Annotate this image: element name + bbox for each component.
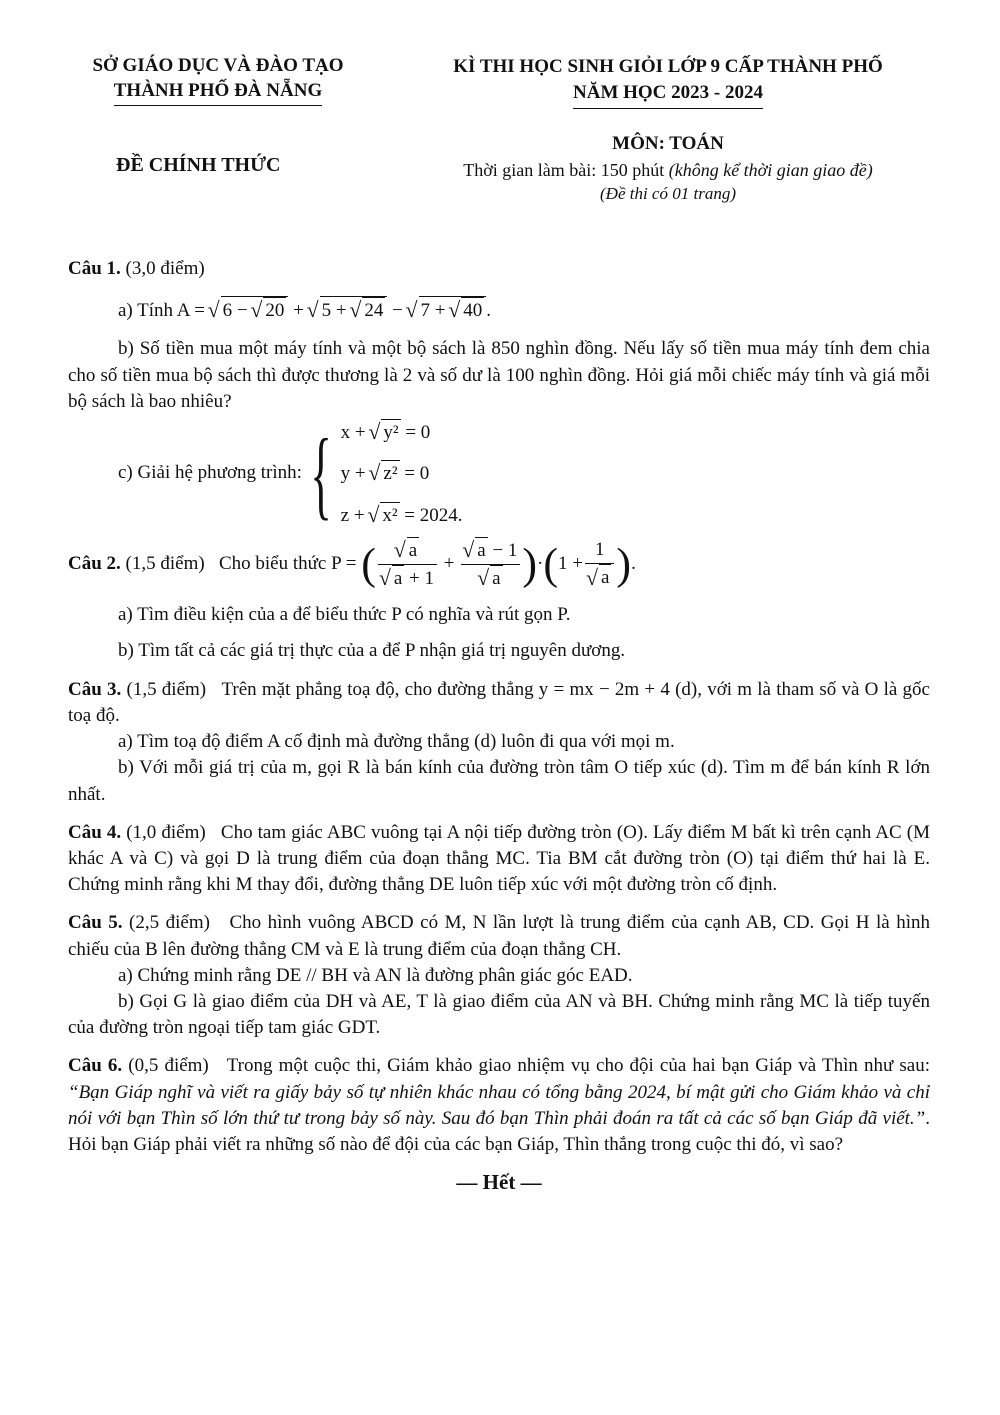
equation-system: { x + √ y² = 0 y + √ z² = 0 z + √ x² = 2024. xyxy=(307,419,463,529)
question-4-title: Câu 4. xyxy=(68,821,122,843)
page-count: (Đề thi có 01 trang) xyxy=(600,184,736,204)
question-6-points: (0,5 điểm) xyxy=(128,1055,209,1077)
question-5 xyxy=(68,910,930,1041)
question-5b: b) Gọi G là giao điểm của DH và AE, T là giao điểm của AN và BH. Chứng minh rằng MC là tiếp tuyến của đường tròn ngoại tiếp tam giác GDT. xyxy=(68,991,930,1039)
question-6-quote: “Bạn Giáp nghĩ và viết ra giấy bảy số tự nhiên khác nhau có tổng bằng 2024, bí mật gửi cho Giám khảo và chỉ nói với bạn Thìn số lớn thứ tư trong bảy số này. Sau đó bạn Thìn phải đoán ra tất cả các số bạn Giáp đã viết.” xyxy=(68,1081,930,1129)
time-limit: Thời gian làm bài: 150 phút (không kể thời gian giao đề) xyxy=(463,159,873,180)
question-5-title: Câu 5. xyxy=(68,912,123,934)
department-block xyxy=(68,54,368,106)
question-2: Câu 2. (1,5 điểm) Cho biểu thức P = ( √ a √ a + 1 + √ a − 1 √ a )·(1 + 1 √ a ). a) Tìm điều kiện của a để biểu thức P có nghĩa và rút gọn P. b) Tìm tất cả các giá trị thực của a để P nhận giá trị nguyên dương. xyxy=(68,537,930,665)
question-1b: b) Số tiền mua một máy tính và một bộ sách là 850 nghìn đồng. Nếu lấy số tiền mua máy tính đem chia cho số tiền mua bộ sách thì được thương là 2 và số dư là 100 nghìn đồng. Hỏi giá mỗi chiếc máy tính và giá mỗi bộ sách là bao nhiêu? xyxy=(68,338,930,412)
question-3a: a) Tìm toạ độ điểm A cố định mà đường thẳng (d) luôn đi qua với mọi m. xyxy=(118,731,675,753)
question-1c-label: c) Giải hệ phương trình: xyxy=(118,462,302,484)
city-name: THÀNH PHỐ ĐÀ NẴNG xyxy=(114,79,322,107)
exam-info-block xyxy=(398,54,938,206)
question-4-text: Cho tam giác ABC vuông tại A nội tiếp đường tròn (O). Lấy điểm M bất kì trên cạnh AC (M khác A và C) và gọi D là trung điểm của đoạn thẳng MC. Tia BM cắt đường tròn (O) tại điểm thứ hai là E. Chứng minh rằng khi M thay đổi, đường thẳng DE luôn tiếp xúc với một đường tròn cố định. xyxy=(68,821,930,896)
question-4-points: (1,0 điểm) xyxy=(126,821,206,843)
department-name: SỞ GIÁO DỤC VÀ ĐÀO TẠO xyxy=(92,55,344,76)
question-2-points: (1,5 điểm) xyxy=(125,552,205,574)
equation-1: x + √ y² = 0 xyxy=(341,419,463,446)
question-1-points: (3,0 điểm) xyxy=(125,258,205,279)
question-3b: b) Với mỗi giá trị của m, gọi R là bán kính của đường tròn tâm O tiếp xúc (d). Tìm m để bán kính R lớn nhất. xyxy=(68,757,930,805)
question-3 xyxy=(68,677,930,808)
equation-2: y + √ z² = 0 xyxy=(341,460,463,487)
subject: MÔN: TOÁN xyxy=(612,133,724,155)
question-6: Câu 6. (0,5 điểm) Trong một cuộc thi, Giám khảo giao nhiệm vụ cho đội của hai bạn Giáp và Thìn như sau: “Bạn Giáp nghĩ và viết ra giấy bảy số tự nhiên khác nhau có tổng bằng 2024, bí mật gửi cho Giám khảo và chỉ nói với bạn Thìn số lớn thứ tư trong bảy số này. Sau đó bạn Thìn phải đoán ra tất cả các số bạn Giáp đã viết.”. Hỏi bạn Giáp phải viết ra những số nào để đội của các bạn Giáp, Thìn thắng trong cuộc thi đó, vì sao? xyxy=(68,1055,930,1156)
expression-p: P = ( √ a √ a + 1 + √ a − 1 √ a )·(1 + 1 √ a ). xyxy=(331,553,636,574)
equation-3: z + √ x² = 2024. xyxy=(341,502,463,529)
question-1c xyxy=(68,419,930,529)
question-5-text: Cho hình vuông ABCD có M, N lần lượt là trung điểm của cạnh AB, CD. Gọi H là hình chiếu của B lên đường thẳng CM và E là trung điểm của đoạn thẳng CH. xyxy=(68,912,931,960)
school-year: NĂM HỌC 2023 - 2024 xyxy=(573,80,763,109)
question-4 xyxy=(68,820,930,899)
exam-header xyxy=(68,44,930,244)
question-1-title: Câu 1. xyxy=(68,258,121,279)
question-1a: a) Tính A = √ 6 − √ 20 + √ 5 + √ 24 − √ 7 + √ 40 . xyxy=(68,296,930,324)
exam-title: KÌ THI HỌC SINH GIỎI LỚP 9 CẤP THÀNH PHỐ xyxy=(453,56,883,77)
question-3-points: (1,5 điểm) xyxy=(126,678,207,700)
question-6-title: Câu 6. xyxy=(68,1055,123,1077)
question-3-text: Trên mặt phẳng toạ độ, cho đường thẳng y = mx − 2m + 4 (d), với m là tham số và O là gốc toạ độ. xyxy=(68,678,930,726)
question-5a: a) Chứng minh rằng DE // BH và AN là đường phân giác góc EAD. xyxy=(118,964,633,986)
question-5-points: (2,5 điểm) xyxy=(129,912,210,934)
question-2a: a) Tìm điều kiện của a để biểu thức P có nghĩa và rút gọn P. xyxy=(118,604,571,626)
end-marker: — Hết — xyxy=(456,1170,542,1195)
question-2-title: Câu 2. xyxy=(68,552,121,574)
question-1 xyxy=(68,256,930,529)
question-3-title: Câu 3. xyxy=(68,678,122,700)
official-label: ĐỀ CHÍNH THỨC xyxy=(116,154,281,176)
question-2b: b) Tìm tất cả các giá trị thực của a để P nhận giá trị nguyên dương. xyxy=(118,640,626,662)
